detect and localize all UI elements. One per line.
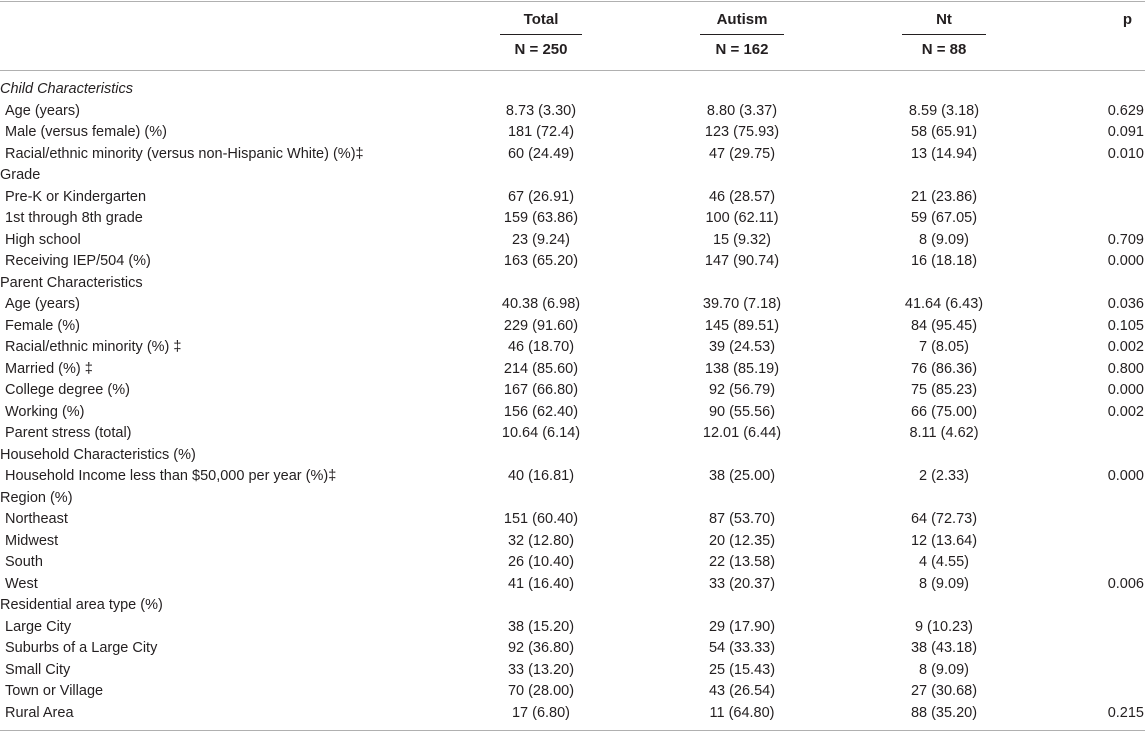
table-row bbox=[0, 402, 1145, 424]
cell-total: 40.38 (6.98) bbox=[501, 296, 581, 312]
row-label: Residential area type (%) bbox=[0, 597, 163, 613]
cell-nt: 8.11 (4.62) bbox=[909, 425, 979, 441]
cell-autism: 39 (24.53) bbox=[708, 339, 776, 355]
cell-nt: 66 (75.00) bbox=[910, 403, 978, 420]
header-total: Total bbox=[523, 11, 559, 28]
cell-p: 0.036 bbox=[1107, 296, 1144, 312]
cell-nt: 8.59 (3.18) bbox=[908, 102, 980, 119]
section-row bbox=[0, 165, 1145, 187]
cell-total: 32 (12.80) bbox=[507, 532, 575, 549]
table-row bbox=[0, 380, 1145, 402]
row-label: Age (years) bbox=[5, 296, 80, 312]
header-n-nt: N = 88 bbox=[921, 41, 967, 58]
cell-total: 167 (66.80) bbox=[503, 382, 579, 398]
row-label: Married (%) ‡ bbox=[5, 360, 93, 377]
cell-autism: 138 (85.19) bbox=[704, 360, 780, 377]
table-row bbox=[0, 337, 1145, 359]
row-label: West bbox=[5, 575, 38, 592]
row-label: Northeast bbox=[5, 511, 68, 527]
cell-nt: 41.64 (6.43) bbox=[904, 296, 984, 312]
cell-autism: 11 (64.80) bbox=[709, 704, 775, 721]
table-row bbox=[0, 552, 1145, 574]
cell-p: 0.000 bbox=[1107, 253, 1144, 269]
row-label: Parent Characteristics bbox=[0, 274, 143, 291]
table-row bbox=[0, 208, 1145, 230]
row-label: Parent stress (total) bbox=[5, 425, 132, 441]
cell-nt: 13 (14.94) bbox=[910, 145, 978, 162]
table-row bbox=[0, 187, 1145, 209]
cell-autism: 123 (75.93) bbox=[704, 124, 780, 140]
row-label: Racial/ethnic minority (versus non-Hispanic White) (%)‡ bbox=[5, 145, 364, 162]
section-row bbox=[0, 488, 1145, 510]
cell-total: 40 (16.81) bbox=[507, 468, 575, 484]
cell-autism: 20 (12.35) bbox=[708, 532, 776, 549]
table-row bbox=[0, 466, 1145, 488]
row-label: Child Characteristics bbox=[0, 81, 133, 97]
cell-autism: 33 (20.37) bbox=[708, 575, 776, 592]
row-label: 1st through 8th grade bbox=[5, 210, 143, 226]
cell-total: 41 (16.40) bbox=[507, 575, 575, 592]
row-label: Working (%) bbox=[5, 403, 85, 420]
header-nt-underline bbox=[902, 34, 986, 35]
cell-total: 33 (13.20) bbox=[507, 661, 575, 678]
cell-total: 26 (10.40) bbox=[507, 554, 575, 570]
table-row bbox=[0, 574, 1145, 596]
cell-total: 10.64 (6.14) bbox=[501, 425, 581, 441]
cell-p: 0.629 bbox=[1107, 102, 1144, 119]
cell-total: 159 (63.86) bbox=[503, 210, 579, 226]
cell-autism: 90 (55.56) bbox=[708, 403, 776, 420]
table-row bbox=[0, 294, 1145, 316]
section-row bbox=[0, 79, 1145, 101]
cell-nt: 58 (65.91) bbox=[910, 124, 978, 140]
cell-total: 8.73 (3.30) bbox=[505, 102, 577, 119]
row-label: Grade bbox=[0, 167, 41, 183]
section-row bbox=[0, 595, 1145, 617]
row-label: Small City bbox=[5, 661, 71, 678]
cell-autism: 22 (13.58) bbox=[708, 554, 776, 570]
row-label: High school bbox=[5, 231, 81, 248]
cell-autism: 147 (90.74) bbox=[704, 253, 780, 269]
header-total-underline bbox=[500, 34, 582, 35]
table-row bbox=[0, 423, 1145, 445]
cell-nt: 75 (85.23) bbox=[910, 382, 978, 398]
cell-nt: 8 (9.09) bbox=[919, 575, 969, 592]
cell-nt: 88 (35.20) bbox=[910, 704, 978, 721]
cell-nt: 27 (30.68) bbox=[910, 683, 978, 699]
section-row bbox=[0, 445, 1145, 467]
cell-autism: 38 (25.00) bbox=[708, 468, 776, 484]
cell-autism: 12.01 (6.44) bbox=[702, 425, 782, 441]
header-p: p bbox=[1122, 11, 1133, 28]
cell-total: 229 (91.60) bbox=[503, 317, 579, 334]
cell-nt: 21 (23.86) bbox=[910, 188, 978, 205]
table-row bbox=[0, 531, 1145, 553]
row-label: Receiving IEP/504 (%) bbox=[5, 253, 151, 269]
cell-autism: 47 (29.75) bbox=[708, 145, 776, 162]
cell-autism: 145 (89.51) bbox=[704, 317, 780, 334]
cell-nt: 64 (72.73) bbox=[910, 511, 978, 527]
cell-total: 151 (60.40) bbox=[503, 511, 579, 527]
cell-nt: 76 (86.36) bbox=[910, 360, 978, 377]
row-label: South bbox=[5, 554, 43, 570]
section-row bbox=[0, 273, 1145, 295]
cell-p: 0.002 bbox=[1107, 403, 1144, 420]
row-label: Rural Area bbox=[5, 704, 74, 721]
cell-nt: 7 (8.05) bbox=[919, 339, 969, 355]
table-row bbox=[0, 681, 1145, 703]
cell-nt: 8 (9.09) bbox=[919, 231, 969, 248]
cell-nt: 8 (9.09) bbox=[919, 661, 969, 678]
cell-autism: 54 (33.33) bbox=[708, 640, 776, 656]
cell-p: 0.010 bbox=[1107, 145, 1144, 162]
table-row bbox=[0, 144, 1145, 166]
cell-total: 60 (24.49) bbox=[507, 145, 575, 162]
table-top-rule bbox=[0, 1, 1145, 2]
cell-p: 0.000 bbox=[1107, 382, 1144, 398]
cell-autism: 87 (53.70) bbox=[708, 511, 776, 527]
cell-total: 17 (6.80) bbox=[511, 704, 571, 721]
table-header-rule bbox=[0, 70, 1145, 71]
cell-nt: 16 (18.18) bbox=[910, 253, 978, 269]
header-autism: Autism bbox=[716, 11, 768, 28]
table-row bbox=[0, 359, 1145, 381]
header-n-total: N = 250 bbox=[514, 41, 568, 58]
cell-nt: 38 (43.18) bbox=[910, 640, 978, 656]
row-label: Racial/ethnic minority (%) ‡ bbox=[5, 339, 182, 355]
cell-nt: 9 (10.23) bbox=[914, 618, 974, 635]
cell-p: 0.000 bbox=[1107, 468, 1144, 484]
header-n-autism: N = 162 bbox=[715, 41, 769, 58]
row-label: Large City bbox=[5, 618, 72, 635]
cell-total: 214 (85.60) bbox=[503, 360, 579, 377]
table-row bbox=[0, 638, 1145, 660]
cell-total: 181 (72.4) bbox=[507, 124, 575, 140]
cell-total: 92 (36.80) bbox=[507, 640, 575, 656]
cell-nt: 59 (67.05) bbox=[910, 210, 978, 226]
cell-nt: 2 (2.33) bbox=[919, 468, 969, 484]
cell-total: 163 (65.20) bbox=[503, 253, 579, 269]
cell-total: 67 (26.91) bbox=[507, 188, 575, 205]
cell-p: 0.709 bbox=[1107, 231, 1144, 248]
cell-total: 70 (28.00) bbox=[507, 683, 575, 699]
cell-nt: 4 (4.55) bbox=[919, 554, 969, 570]
cell-nt: 84 (95.45) bbox=[910, 317, 978, 334]
row-label: Male (versus female) (%) bbox=[5, 124, 167, 140]
row-label: Town or Village bbox=[5, 683, 104, 699]
header-autism-underline bbox=[700, 34, 784, 35]
table-bottom-rule bbox=[0, 730, 1145, 731]
cell-autism: 8.80 (3.37) bbox=[706, 102, 778, 119]
cell-p: 0.091 bbox=[1107, 124, 1144, 140]
table-row bbox=[0, 101, 1145, 123]
row-label: Household Characteristics (%) bbox=[0, 446, 196, 463]
table-row bbox=[0, 703, 1145, 725]
cell-p: 0.800 bbox=[1107, 360, 1144, 377]
cell-autism: 46 (28.57) bbox=[708, 188, 776, 205]
row-label: Age (years) bbox=[5, 102, 80, 119]
cell-total: 156 (62.40) bbox=[503, 403, 579, 420]
row-label: Female (%) bbox=[5, 317, 80, 334]
row-label: Midwest bbox=[5, 532, 59, 549]
table-row bbox=[0, 251, 1145, 273]
cell-p: 0.002 bbox=[1107, 339, 1144, 355]
row-label: Pre-K or Kindergarten bbox=[5, 188, 147, 205]
table-row bbox=[0, 660, 1145, 682]
cell-autism: 92 (56.79) bbox=[708, 382, 776, 398]
header-nt: Nt bbox=[936, 11, 952, 28]
table-row bbox=[0, 230, 1145, 252]
cell-total: 38 (15.20) bbox=[507, 618, 575, 635]
cell-autism: 39.70 (7.18) bbox=[702, 296, 782, 312]
cell-autism: 29 (17.90) bbox=[708, 618, 776, 635]
cell-autism: 100 (62.11) bbox=[705, 210, 779, 226]
table-row bbox=[0, 316, 1145, 338]
table-body bbox=[0, 79, 1145, 724]
cell-autism: 43 (26.54) bbox=[708, 683, 776, 699]
cell-p: 0.006 bbox=[1107, 575, 1144, 592]
cell-total: 46 (18.70) bbox=[507, 339, 575, 355]
table-row bbox=[0, 617, 1145, 639]
cell-autism: 25 (15.43) bbox=[708, 661, 776, 678]
cell-p: 0.215 bbox=[1107, 704, 1144, 721]
table-row bbox=[0, 509, 1145, 531]
cell-total: 23 (9.24) bbox=[511, 231, 571, 248]
row-label: Region (%) bbox=[0, 489, 73, 506]
cell-nt: 12 (13.64) bbox=[910, 532, 978, 549]
table-row bbox=[0, 122, 1145, 144]
cell-autism: 15 (9.32) bbox=[712, 231, 772, 248]
row-label: College degree (%) bbox=[5, 382, 130, 398]
cell-p: 0.105 bbox=[1107, 317, 1144, 334]
row-label: Household Income less than $50,000 per year (%)‡ bbox=[5, 468, 337, 484]
row-label: Suburbs of a Large City bbox=[5, 640, 158, 656]
